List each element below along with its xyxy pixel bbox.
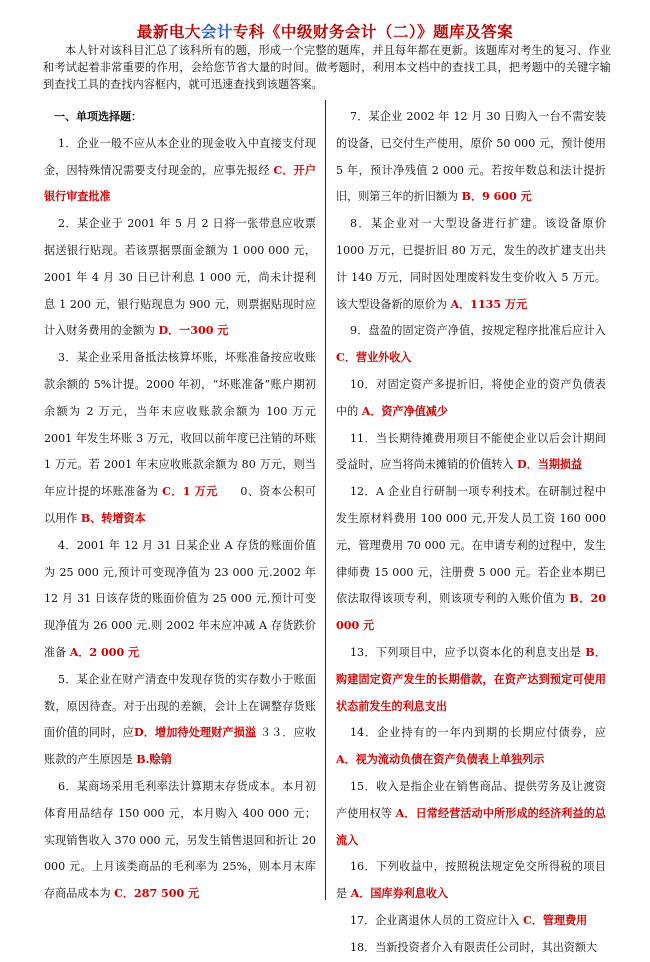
question-text: 6．某商场采用毛利率法计算期末存货成本。本月初体育用品结存 150 000 元，本月购入 400 000 元；实现销售收入 370 000 元，另发生销售退回和折让 20 000 元。上月该类商品的毛利率为 25%，则本月末库存商品成本为 <box>44 779 316 901</box>
column-divider <box>325 100 326 900</box>
extra-question-answer: B、转增资本 <box>80 511 146 525</box>
question-item <box>336 479 606 640</box>
question-answer: C．营业外收入 <box>336 351 412 365</box>
question-answer: C．开户银行审查批准 <box>44 163 316 204</box>
left-column <box>44 104 316 908</box>
question-text: 2．某企业于 2001 年 5 月 2 日将一张带息应收票据送银行贴现。若该票据票面金额为 1 000 000 元，2001 年 4 月 30 日已计利息 1 000 元，尚未计提利息 1 200 元，银行贴现息为 900 元，则票据贴现时应计入财务费用的金额为 <box>44 217 316 338</box>
question-answer: B．9 600 元 <box>461 190 532 204</box>
question-answer: C．287 500 元 <box>114 887 200 901</box>
question-item <box>44 667 316 774</box>
question-item <box>336 211 606 318</box>
question-text: 18．当新投资者介入有限责任公司时，其出资额大 <box>350 940 598 954</box>
question-item <box>336 854 606 908</box>
question-item <box>336 640 606 720</box>
question-answer: A．国库券利息收入 <box>350 887 448 901</box>
left-question-list <box>44 131 316 908</box>
title-highlight: 会计 <box>200 23 233 41</box>
question-text: 3．某企业采用备抵法核算坏账，坏账准备按应收账款余额的 5%计提。2000 年初，“坏账准备”账户期初余额为 2 万元，当年末应收账款余额为 100 万元 2001 年发生坏账 3 万元，收回以前年度已注销的坏账 1 万元。若 2001 年末应收账款余额为 80 万元，则当年应计提的坏账准备为 <box>44 351 316 499</box>
question-item <box>336 318 606 372</box>
extra-question-text: ３３．应收账款的产生原因是 <box>44 726 317 767</box>
question-text: 7．某企业 2002 年 12 月 30 日购入一台不需安装的设备，已交付生产使用，原价 50 000 元，预计使用 5 年，预计净残值 2 000 元。若按年数总和法计提折旧，则第三年的折旧额为 <box>336 110 606 204</box>
question-text: 9．盘盈的固定资产净值，按规定程序批准后应计入 <box>350 324 606 338</box>
question-text: 10．对固定资产多提折旧，将使企业的资产负债表中的 <box>336 377 606 418</box>
question-item <box>336 720 606 774</box>
question-item <box>44 211 316 345</box>
document-title <box>0 20 650 42</box>
question-answer: B．购建固定资产发生的长期借款，在资产达到预定可使用状态前发生的利息支出 <box>336 645 606 713</box>
question-answer: A．视为流动负债在资产负债表上单独列示 <box>336 753 545 767</box>
question-answer: D．当期损益 <box>517 458 583 472</box>
extra-question-answer: B.赊销 <box>136 753 172 767</box>
question-text: 1．企业一般不应从本企业的现金收入中直接支付现金，因特殊情况需要支付现金的，应事先报经 <box>44 136 316 177</box>
right-question-list <box>336 104 606 962</box>
question-answer: A．1135 万元 <box>450 297 528 311</box>
question-text: 5．某企业在财产清查中发现存货的实存数小于账面数，原因待查。对于出现的差额，会计上在调整存货账面价值的同时，应 <box>44 672 316 740</box>
extra-question-text: 0、资本公积可以用作 <box>44 485 316 525</box>
question-answer: C．1 万元 <box>162 485 218 499</box>
question-text: 16．下列收益中，按照税法规定免交所得税的项目是 <box>336 860 606 901</box>
question-item <box>44 345 316 533</box>
question-answer: A．日常经营活动中所形成的经济利益的总流入 <box>336 806 606 847</box>
question-text: 13．下列项目中，应予以资本化的利息支出是 <box>350 645 586 659</box>
question-text: 15．收入是指企业在销售商品、提供劳务及让渡资产使用权等 <box>336 779 606 820</box>
question-text: 14．企业持有的一年内到期的长期应付债券，应 <box>350 726 606 740</box>
question-item <box>336 935 606 962</box>
section-title: 一、单项选择题： <box>54 110 142 123</box>
question-text: 12．A 企业自行研制一项专利技术。在研制过程中发生原材料费用 100 000 元,开发人员工资 160 000 元，管理费用 70 000 元。在申请专利的过程中，发生律师费 15 000 元，注册费 5 000 元。若企业本期已依法取得该项专利，则该项专利的入账价值为 <box>336 485 606 606</box>
question-answer: D．增加待处理财产损溢 <box>133 726 257 740</box>
question-item <box>336 908 606 935</box>
question-item <box>336 372 606 426</box>
question-text: 4．2001 年 12 月 31 日某企业 A 存货的账面价值为 25 000 元,预计可变现净值为 23 000 元.2002 年 12 月 31 日该存货的账面价值为 25 000 元,预计可变现净值为 26 000 元.则 2002 年末应冲减 A 存货跌价准备 <box>44 538 316 659</box>
question-text: 11．当长期待摊费用项目不能使企业以后会计期间受益时，应当将尚未摊销的价值转入 <box>336 431 606 472</box>
question-answer: B．20 000 元 <box>336 592 606 633</box>
question-item <box>336 774 606 854</box>
question-item <box>336 104 606 211</box>
question-answer: A．2 000 元 <box>69 645 140 659</box>
right-column <box>336 104 606 962</box>
title-part-2: 专科《中级财务会计（二）》题库及答案 <box>232 23 514 41</box>
question-answer: A．资产净值减少 <box>361 404 448 418</box>
question-item <box>44 131 316 211</box>
question-item <box>44 533 316 667</box>
question-item <box>44 774 316 908</box>
title-part-1: 最新电大 <box>136 23 201 41</box>
question-item <box>336 426 606 480</box>
question-answer: D．一300 元 <box>158 324 229 338</box>
question-text: 8．某企业对一大型设备进行扩建。该设备原价 1000 万元，已提折旧 80 万元，发生的改扩建支出共计 140 万元，同时因处理废料发生变价收入 5 万元。该大型设备新的原价为 <box>336 217 606 311</box>
intro-paragraph: 本人针对该科目汇总了该科所有的题，形成一个完整的题库，并且每年都在更新。该题库对考生的复习、作业和考试起着非常重要的作用，会给您节省大量的时间。做考题时，利用本文档中的查找工具，把考题中的关键字输到查找工具的查找内容框内，就可迅速查找到该题答案。 <box>43 44 611 91</box>
question-answer: C．管理费用 <box>522 913 588 927</box>
question-text: 17．企业离退休人员的工资应计入 <box>350 913 523 927</box>
